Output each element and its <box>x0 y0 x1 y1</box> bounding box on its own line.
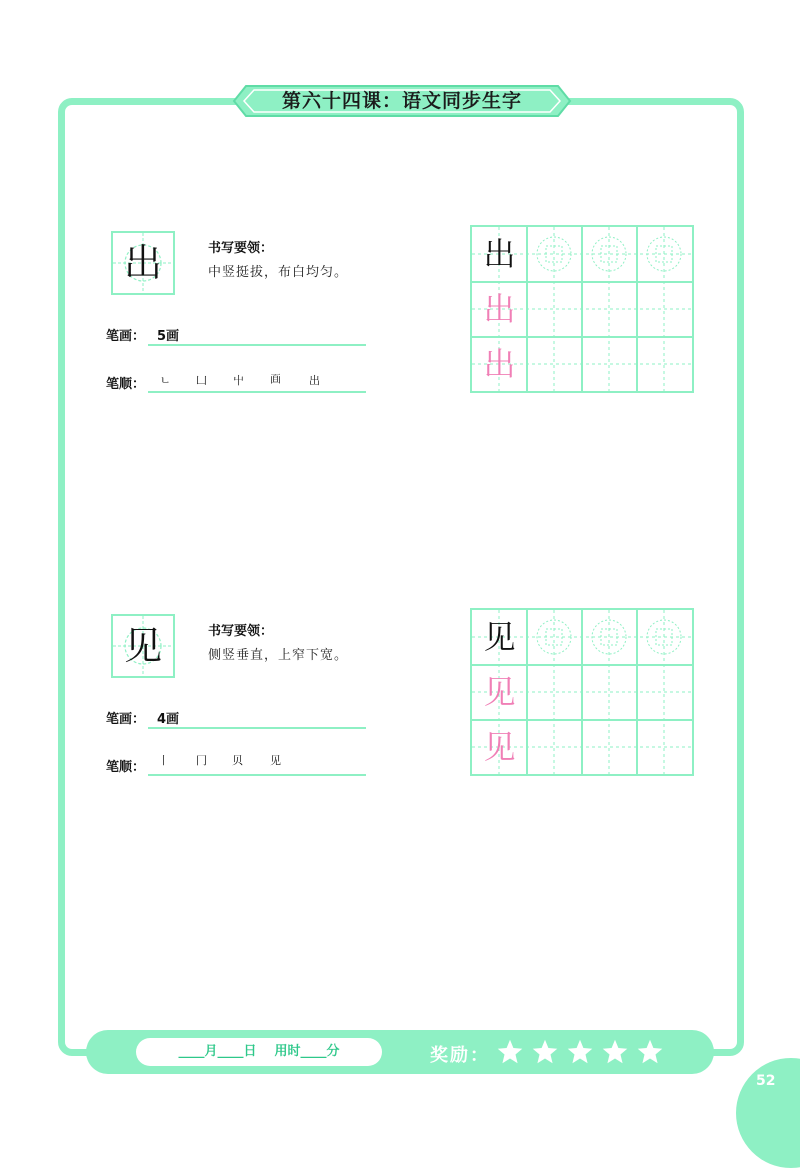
stroke-count-value: 4画 <box>157 712 180 727</box>
character-section-2 <box>0 614 800 814</box>
model-character-box <box>111 614 175 678</box>
stroke-count-label: 笔画： <box>106 712 146 727</box>
stroke-count-label: 笔画： <box>106 329 146 344</box>
stroke-order-step: 𠚑 <box>270 373 281 386</box>
practice-grid <box>470 225 694 393</box>
stroke-order-line <box>148 774 366 776</box>
tip-text: 侧竖垂直，上窄下宽。 <box>208 648 349 663</box>
grid-model-character: 见 <box>483 618 516 656</box>
stroke-order-label: 笔顺： <box>106 760 146 775</box>
model-character: 见 <box>123 624 162 668</box>
stroke-order-step: 丨 <box>158 754 169 767</box>
grid-trace-character: 出 <box>483 345 516 383</box>
star-icon[interactable] <box>566 1038 594 1066</box>
model-character: 出 <box>123 241 162 285</box>
grid-trace-character: 见 <box>483 728 516 766</box>
title-banner <box>232 84 572 118</box>
stroke-order-step: ㄴ <box>160 374 171 387</box>
character-section-1 <box>0 231 800 431</box>
stroke-order-step: 见 <box>270 754 281 767</box>
star-icon[interactable] <box>496 1038 524 1066</box>
tip-text: 中竖挺拔，布白均匀。 <box>208 265 349 280</box>
star-icon[interactable] <box>601 1038 629 1066</box>
stroke-order-step: 贝 <box>232 754 243 767</box>
model-character-box <box>111 231 175 295</box>
stroke-count-line <box>148 727 366 729</box>
grid-model-character: 出 <box>483 235 516 273</box>
stroke-order-step: 冂 <box>196 754 207 767</box>
page-number: 52 <box>756 1073 776 1089</box>
practice-grid <box>470 608 694 776</box>
date-time-fields: ____月____日 用时____分 <box>178 1044 340 1059</box>
stroke-order-step: 屮 <box>233 374 244 387</box>
page-title: 第六十四课：语文同步生字 <box>281 90 522 112</box>
stroke-count-line <box>148 344 366 346</box>
star-icon[interactable] <box>636 1038 664 1066</box>
stroke-order-label: 笔顺： <box>106 377 146 392</box>
grid-trace-character: 出 <box>483 290 516 328</box>
stroke-order-line <box>148 391 366 393</box>
reward-label: 奖励： <box>430 1045 490 1066</box>
tip-title: 书写要领： <box>208 624 274 639</box>
stroke-order-step: 凵 <box>196 374 207 387</box>
grid-trace-character: 见 <box>483 673 516 711</box>
stroke-order-step: 出 <box>309 374 320 387</box>
star-icon[interactable] <box>531 1038 559 1066</box>
tip-title: 书写要领： <box>208 241 274 256</box>
stroke-count-value: 5画 <box>157 329 180 344</box>
